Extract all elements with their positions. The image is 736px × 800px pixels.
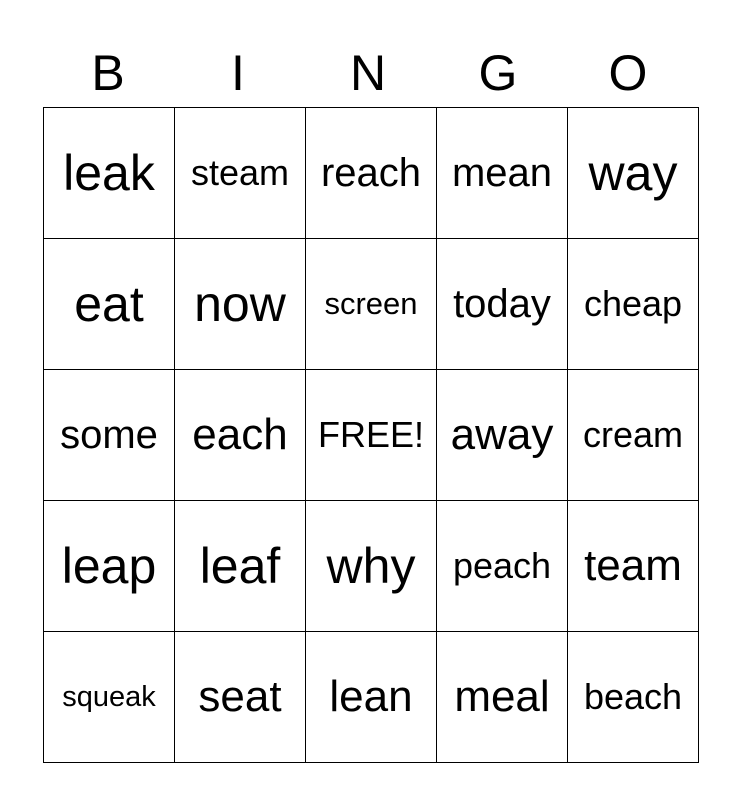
bingo-row	[44, 370, 699, 501]
bingo-row	[44, 501, 699, 632]
bingo-cell[interactable]: mean	[437, 108, 568, 239]
bingo-cell[interactable]: seat	[175, 632, 306, 763]
free-space-cell[interactable]: FREE!	[306, 370, 437, 501]
bingo-row	[44, 239, 699, 370]
bingo-cell[interactable]: beach	[568, 632, 699, 763]
bingo-cell[interactable]: each	[175, 370, 306, 501]
header-letter-g: G	[478, 45, 518, 101]
bingo-cell[interactable]: eat	[44, 239, 175, 370]
bingo-cell[interactable]: meal	[437, 632, 568, 763]
bingo-cell[interactable]: some	[44, 370, 175, 501]
bingo-cell[interactable]: lean	[306, 632, 437, 763]
header-letter-i: I	[231, 45, 245, 101]
bingo-cell[interactable]: squeak	[44, 632, 175, 763]
bingo-cell[interactable]: way	[568, 108, 699, 239]
bingo-row	[44, 632, 699, 763]
bingo-cell[interactable]: now	[175, 239, 306, 370]
bingo-cell[interactable]: leap	[44, 501, 175, 632]
bingo-card-grid	[43, 107, 699, 763]
bingo-cell[interactable]: screen	[306, 239, 437, 370]
bingo-header	[43, 40, 693, 106]
bingo-cell[interactable]: why	[306, 501, 437, 632]
bingo-cell[interactable]: leaf	[175, 501, 306, 632]
bingo-cell[interactable]: team	[568, 501, 699, 632]
header-letter-n: N	[349, 45, 387, 101]
bingo-cell[interactable]: today	[437, 239, 568, 370]
bingo-cell[interactable]: away	[437, 370, 568, 501]
bingo-cell[interactable]: reach	[306, 108, 437, 239]
bingo-cell[interactable]: cream	[568, 370, 699, 501]
bingo-cell[interactable]: cheap	[568, 239, 699, 370]
bingo-row	[44, 108, 699, 239]
header-letter-b: B	[91, 45, 125, 101]
header-letter-o: O	[608, 45, 648, 101]
bingo-cell[interactable]: steam	[175, 108, 306, 239]
bingo-cell[interactable]: leak	[44, 108, 175, 239]
bingo-cell[interactable]: peach	[437, 501, 568, 632]
